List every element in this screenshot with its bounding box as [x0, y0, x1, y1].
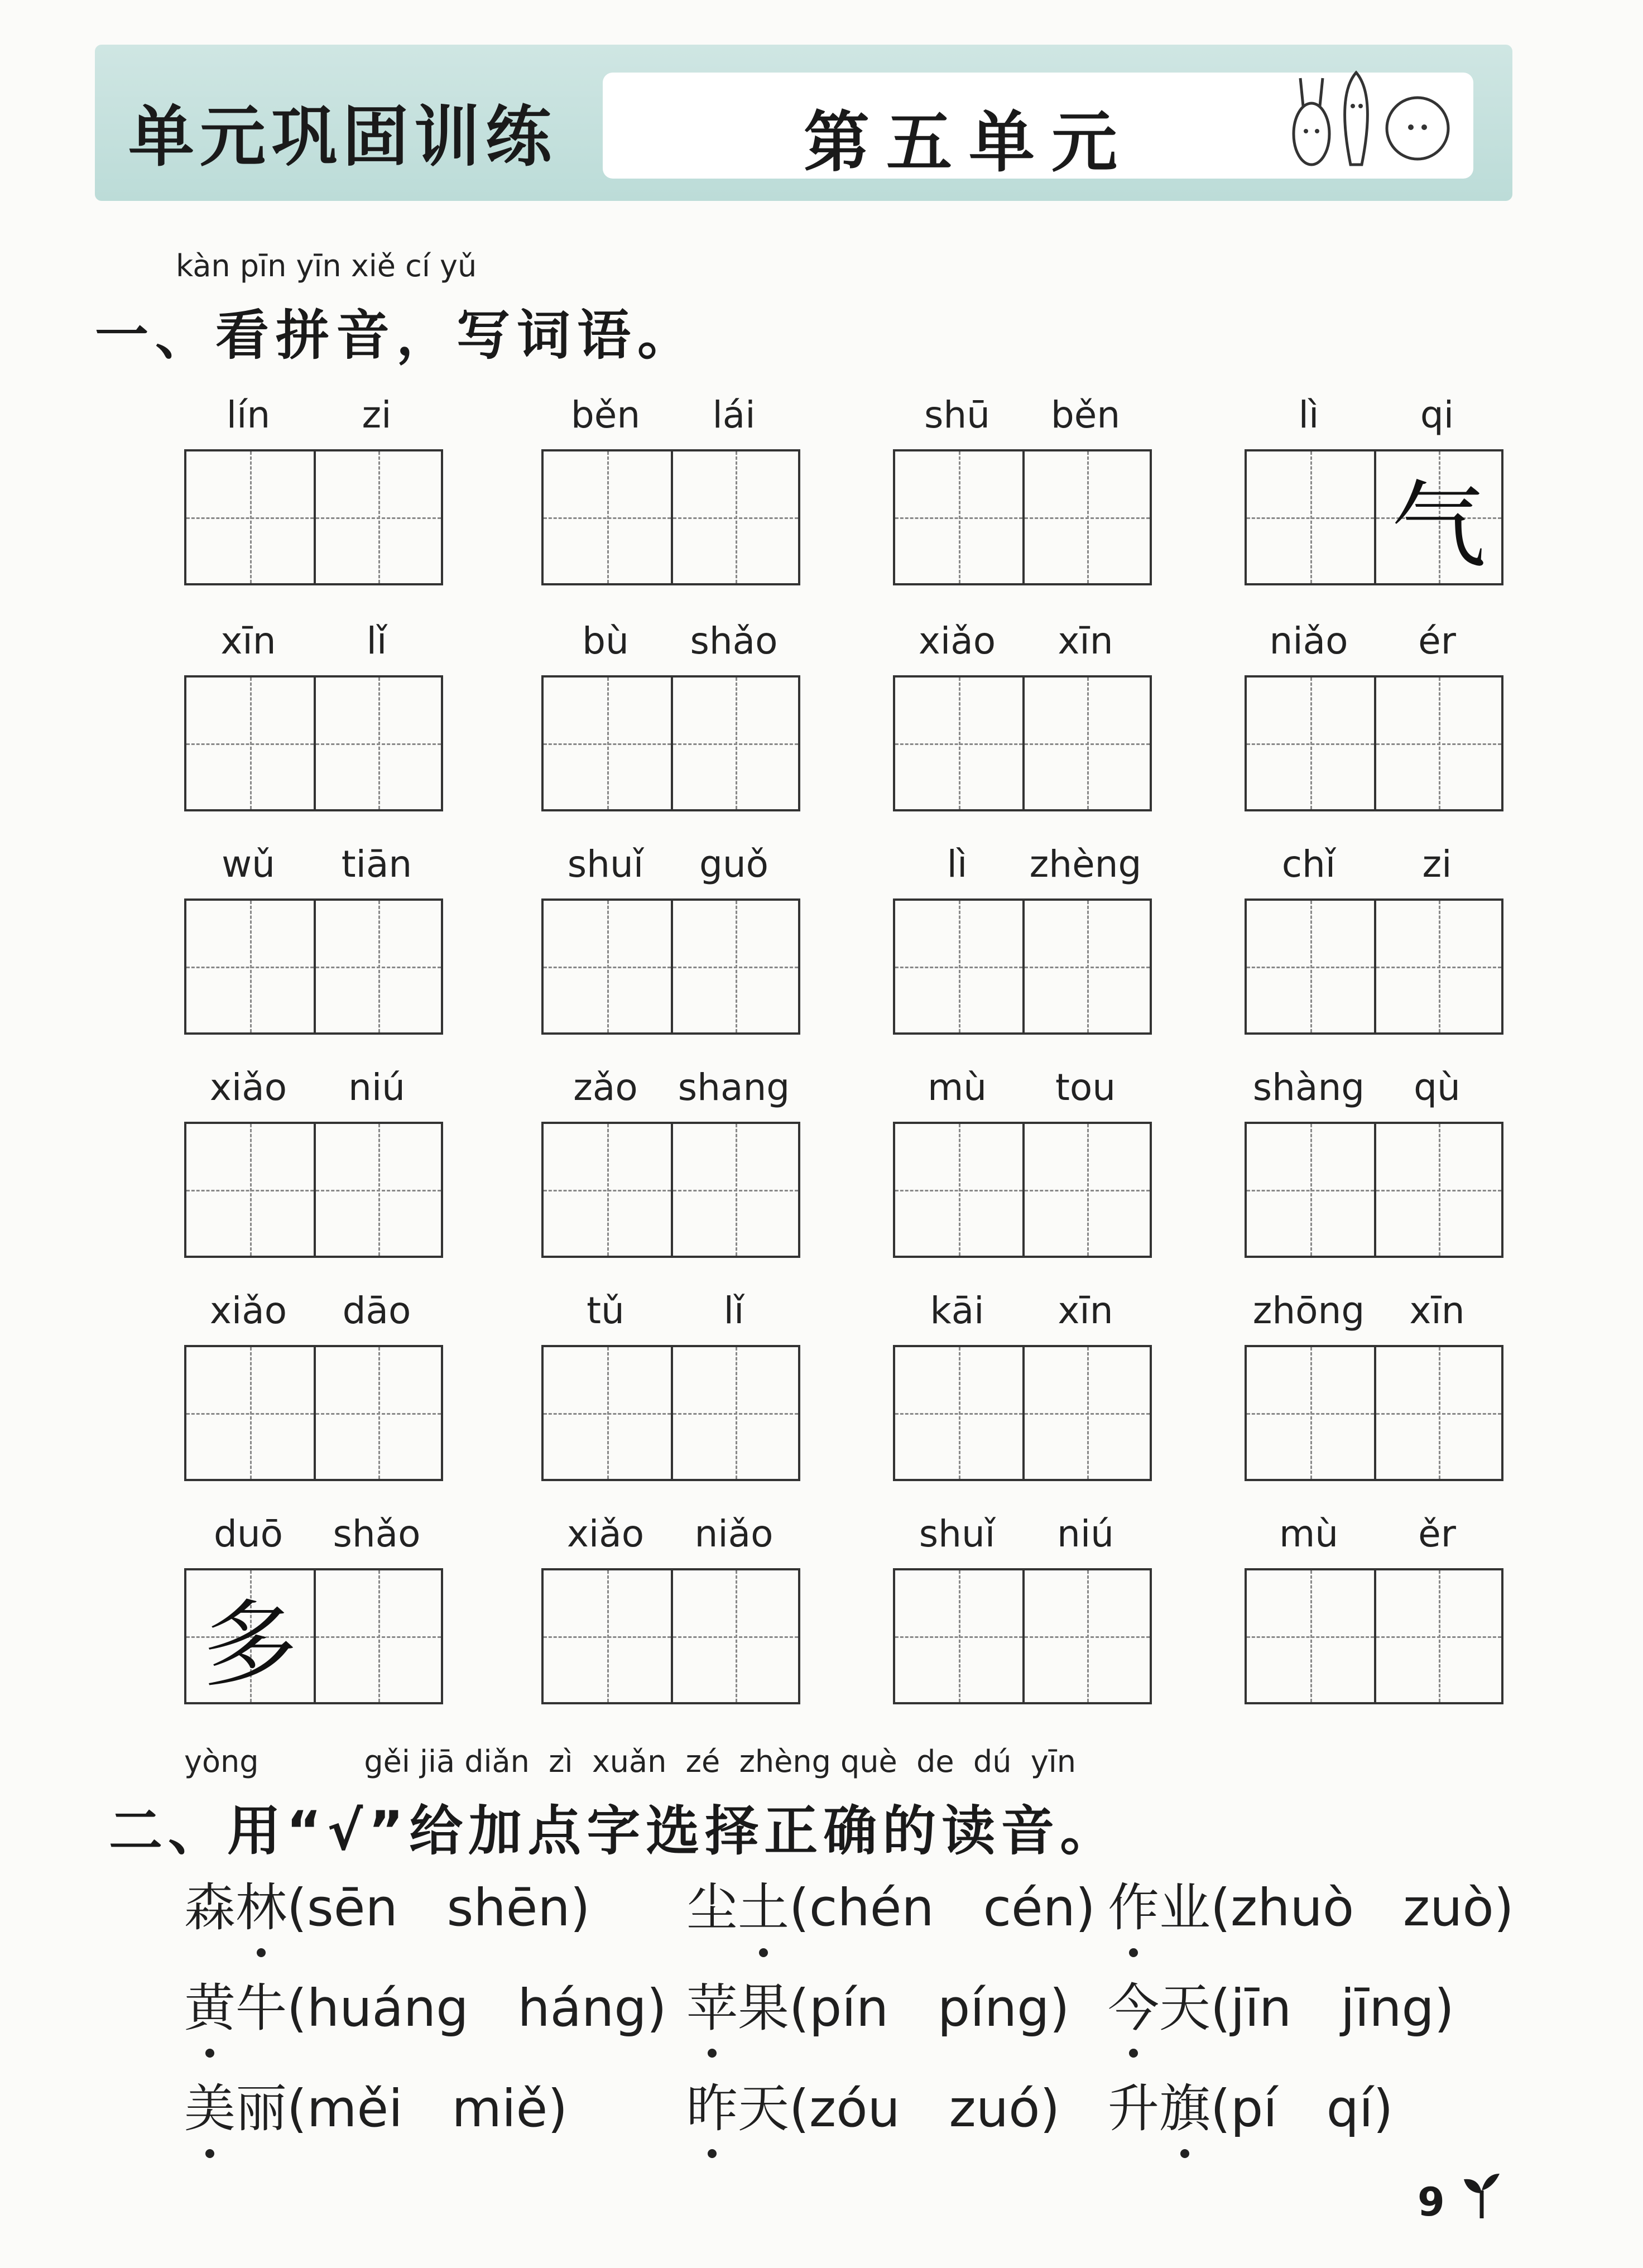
word-item [1245, 1066, 1501, 1284]
pronunciation-item [1108, 1867, 1514, 1940]
emphasis-dot [257, 1948, 266, 1957]
writing-box [541, 449, 800, 585]
pinyin-row [184, 619, 441, 670]
writing-box [184, 1122, 443, 1258]
writing-box [1245, 898, 1503, 1035]
pinyin-syllable: lì [1298, 393, 1319, 436]
mascot-illustration [1289, 61, 1457, 173]
target-word: 作业 [1108, 1867, 1210, 1940]
pinyin-syllable: ér [1418, 619, 1456, 662]
writing-cell[interactable] [1022, 451, 1150, 583]
writing-cell[interactable] [895, 1570, 1022, 1702]
word-item [893, 843, 1150, 1060]
writing-cell[interactable] [544, 1347, 671, 1479]
word-item [1245, 393, 1501, 611]
writing-box [541, 675, 800, 811]
writing-cell[interactable] [895, 1347, 1022, 1479]
pinyin-syllable: bù [582, 619, 629, 662]
pinyin-syllable: dāo [342, 1289, 411, 1332]
pinyin-syllable: xīn [1409, 1289, 1465, 1332]
pinyin-syllable: niǎo [1269, 619, 1348, 662]
emphasis-dot [1180, 2149, 1189, 2158]
writing-cell[interactable] [895, 677, 1022, 809]
pinyin-syllable: ěr [1418, 1512, 1456, 1555]
pronunciation-item [184, 1967, 667, 2041]
writing-box [541, 898, 800, 1035]
pinyin-options[interactable]: (jīn jīng) [1210, 1978, 1454, 2038]
pinyin-syllable: xīn [1058, 619, 1113, 662]
pinyin-row [184, 1512, 441, 1563]
writing-cell[interactable] [186, 451, 314, 583]
word-item [184, 1512, 441, 1730]
pinyin-row [1245, 393, 1501, 444]
word-item [541, 1289, 798, 1507]
writing-cell[interactable] [1247, 1124, 1374, 1256]
writing-cell[interactable] [671, 1124, 798, 1256]
pinyin-syllable: mù [927, 1066, 987, 1109]
page-number: 9 [1418, 2179, 1445, 2225]
word-item [541, 843, 798, 1060]
emphasis-dot [1129, 1948, 1138, 1957]
word-item [184, 619, 441, 837]
pinyin-syllable: zǎo [573, 1066, 638, 1109]
sprout-icon [1459, 2171, 1504, 2221]
pinyin-syllable: shàng [1252, 1066, 1365, 1109]
pinyin-options[interactable]: (pí qí) [1210, 2079, 1394, 2139]
pinyin-syllable: shuǐ [919, 1512, 996, 1555]
word-item [1245, 843, 1501, 1060]
word-item [184, 1289, 441, 1507]
writing-cell[interactable] [671, 1347, 798, 1479]
word-item [893, 1512, 1150, 1730]
pinyin-syllable: lín [226, 393, 271, 436]
writing-box [1245, 1345, 1503, 1481]
pinyin-syllable: lǐ [366, 619, 387, 662]
writing-cell[interactable] [544, 901, 671, 1032]
word-item [184, 393, 441, 611]
pinyin-row [1245, 1512, 1501, 1563]
writing-cell[interactable] [1374, 901, 1501, 1032]
pinyin-row [541, 393, 798, 444]
writing-cell[interactable] [1022, 1570, 1150, 1702]
writing-cell[interactable] [186, 901, 314, 1032]
pinyin-row [541, 1512, 798, 1563]
emphasis-dot [205, 2149, 214, 2158]
pinyin-syllable: zi [362, 393, 392, 436]
pinyin-row [1245, 619, 1501, 670]
writing-box [541, 1568, 800, 1704]
emphasis-dot [708, 2149, 717, 2158]
pinyin-syllable: qù [1414, 1066, 1461, 1109]
target-word: 今天 [1108, 1967, 1210, 2041]
pinyin-row [541, 1066, 798, 1116]
pronunciation-item [686, 2068, 1060, 2141]
pronunciation-item [686, 1967, 1069, 2041]
writing-cell[interactable] [186, 677, 314, 809]
writing-box [1245, 1568, 1503, 1704]
handwritten-character: 气 [1391, 470, 1486, 582]
pinyin-syllable: lái [712, 393, 756, 436]
word-item [541, 1066, 798, 1284]
pinyin-syllable: duō [213, 1512, 284, 1555]
pinyin-row [541, 843, 798, 893]
target-word: 昨天 [686, 2068, 789, 2141]
pinyin-syllable: shuǐ [567, 843, 644, 886]
pinyin-syllable: xiǎo [209, 1289, 287, 1332]
pinyin-syllable: niú [348, 1066, 405, 1109]
pinyin-syllable: shǎo [333, 1512, 421, 1555]
writing-cell[interactable] [1247, 901, 1374, 1032]
word-item [893, 393, 1150, 611]
pinyin-syllable: běn [570, 393, 641, 436]
pinyin-syllable: xiǎo [209, 1066, 287, 1109]
writing-cell[interactable] [1374, 1124, 1501, 1256]
writing-cell[interactable] [1022, 1347, 1150, 1479]
writing-box [184, 449, 443, 585]
writing-cell[interactable] [1022, 901, 1150, 1032]
target-word: 尘土 [686, 1867, 789, 1940]
pinyin-syllable: wǔ [222, 843, 275, 886]
pinyin-syllable: shang [678, 1066, 790, 1109]
writing-box [1245, 449, 1503, 585]
target-word: 黄牛 [184, 1967, 287, 2041]
writing-cell[interactable] [314, 1347, 441, 1479]
pinyin-syllable: xīn [1058, 1289, 1113, 1332]
section-label: 单元巩固训练 [128, 98, 558, 175]
pinyin-row [541, 1289, 798, 1339]
writing-cell[interactable] [314, 677, 441, 809]
writing-cell[interactable] [1374, 677, 1501, 809]
pinyin-syllable: tiān [341, 843, 412, 886]
pinyin-options[interactable]: (zhuò zuò) [1210, 1878, 1514, 1938]
writing-cell[interactable] [1247, 451, 1374, 583]
pinyin-syllable: qi [1420, 393, 1454, 436]
writing-cell[interactable] [1022, 677, 1150, 809]
pinyin-syllable: shǎo [690, 619, 778, 662]
writing-box [1245, 1122, 1503, 1258]
handwritten-character: 多 [202, 1589, 297, 1700]
writing-cell[interactable] [895, 451, 1022, 583]
pronunciation-item [1108, 1967, 1454, 2041]
pinyin-syllable: niǎo [694, 1512, 774, 1555]
pinyin-row [893, 1512, 1150, 1563]
unit-title: 第五单元 [804, 104, 1135, 181]
pinyin-options[interactable]: (pín píng) [789, 1978, 1070, 2038]
pinyin-options[interactable]: (sēn shēn) [287, 1878, 590, 1938]
writing-cell[interactable] [544, 1124, 671, 1256]
word-item [541, 619, 798, 837]
pinyin-options[interactable]: (chén cén) [789, 1878, 1096, 1938]
writing-cell[interactable] [1022, 1124, 1150, 1256]
pinyin-options[interactable]: (měi miě) [287, 2079, 568, 2139]
word-item [1245, 1289, 1501, 1507]
writing-cell[interactable] [671, 901, 798, 1032]
writing-cell[interactable] [544, 677, 671, 809]
writing-cell[interactable] [895, 901, 1022, 1032]
section2-pinyin: yòng gěi jiā diǎn zì xuǎn zé zhèng què de dú yīn [184, 1744, 1076, 1779]
emphasis-dot [708, 2049, 717, 2058]
writing-cell[interactable] [314, 451, 441, 583]
section1-pinyin: kàn pīn yīn xiě cí yǔ [176, 248, 477, 284]
writing-cell[interactable] [1247, 677, 1374, 809]
target-word: 苹果 [686, 1967, 789, 2041]
pinyin-syllable: kāi [930, 1289, 984, 1332]
pinyin-row [541, 619, 798, 670]
pinyin-syllable: zi [1422, 843, 1452, 886]
pinyin-row [893, 619, 1150, 670]
pinyin-syllable: shū [924, 393, 991, 436]
pinyin-syllable: mù [1279, 1512, 1339, 1555]
pinyin-row [893, 393, 1150, 444]
pinyin-options[interactable]: (zóu zuó) [789, 2079, 1060, 2139]
writing-cell[interactable] [895, 1124, 1022, 1256]
writing-cell[interactable] [186, 1124, 314, 1256]
writing-cell[interactable] [671, 1570, 798, 1702]
pinyin-row [184, 393, 441, 444]
pinyin-syllable: zhèng [1029, 843, 1142, 886]
emphasis-dot [205, 2049, 214, 2058]
word-item [184, 1066, 441, 1284]
pinyin-syllable: zhōng [1252, 1289, 1365, 1332]
pinyin-syllable: xiǎo [566, 1512, 645, 1555]
writing-box [184, 1568, 443, 1704]
pinyin-row [1245, 1066, 1501, 1116]
pinyin-syllable: běn [1050, 393, 1121, 436]
writing-box [1245, 675, 1503, 811]
word-item [1245, 1512, 1501, 1730]
writing-cell[interactable] [671, 677, 798, 809]
pinyin-syllable: xiǎo [918, 619, 996, 662]
word-item [541, 1512, 798, 1730]
writing-box [893, 1345, 1152, 1481]
writing-box [541, 1122, 800, 1258]
pronunciation-item [1108, 2068, 1393, 2141]
writing-cell[interactable] [186, 1570, 314, 1702]
section2-title: 二、用“√”给加点字选择正确的读音。 [109, 1800, 1120, 1862]
writing-cell[interactable] [544, 1570, 671, 1702]
writing-cell[interactable] [314, 1124, 441, 1256]
pinyin-syllable: niú [1057, 1512, 1114, 1555]
pinyin-syllable: xīn [220, 619, 276, 662]
pinyin-syllable: chǐ [1281, 843, 1336, 886]
pinyin-row [893, 1066, 1150, 1116]
pinyin-syllable: guǒ [699, 843, 769, 886]
pinyin-row [184, 1289, 441, 1339]
writing-cell[interactable] [671, 451, 798, 583]
writing-box [184, 1345, 443, 1481]
writing-box [893, 898, 1152, 1035]
pronunciation-item [184, 2068, 568, 2141]
pinyin-syllable: lǐ [723, 1289, 744, 1332]
writing-cell[interactable] [314, 901, 441, 1032]
writing-cell[interactable] [186, 1347, 314, 1479]
target-word: 森林 [184, 1867, 287, 1940]
writing-cell[interactable] [314, 1570, 441, 1702]
word-item [893, 619, 1150, 837]
pinyin-row [184, 843, 441, 893]
word-item [893, 1066, 1150, 1284]
writing-box [184, 675, 443, 811]
writing-box [893, 449, 1152, 585]
pinyin-row [1245, 1289, 1501, 1339]
emphasis-dot [1129, 2049, 1138, 2058]
pronunciation-item [184, 1867, 590, 1940]
section1-title: 一、看拼音，写词语。 [95, 304, 698, 367]
pinyin-syllable: tǔ [587, 1289, 624, 1332]
writing-cell[interactable] [1247, 1347, 1374, 1479]
target-word: 美丽 [184, 2068, 287, 2141]
pinyin-row [893, 843, 1150, 893]
writing-box [893, 675, 1152, 811]
pinyin-options[interactable]: (huáng háng) [287, 1978, 667, 2038]
pronunciation-item [686, 1867, 1096, 1940]
pinyin-syllable: lì [947, 843, 968, 886]
pinyin-syllable: tou [1055, 1066, 1116, 1109]
target-word: 升旗 [1108, 2068, 1210, 2141]
writing-cell[interactable] [1374, 451, 1501, 583]
writing-box [541, 1345, 800, 1481]
writing-cell[interactable] [1247, 1570, 1374, 1702]
word-item [184, 843, 441, 1060]
writing-cell[interactable] [1374, 1347, 1501, 1479]
pinyin-row [1245, 843, 1501, 893]
word-item [1245, 619, 1501, 837]
word-item [893, 1289, 1150, 1507]
writing-box [893, 1568, 1152, 1704]
writing-cell[interactable] [544, 451, 671, 583]
writing-cell[interactable] [1374, 1570, 1501, 1702]
emphasis-dot [759, 1948, 768, 1957]
writing-box [184, 898, 443, 1035]
word-item [541, 393, 798, 611]
pinyin-row [893, 1289, 1150, 1339]
writing-box [893, 1122, 1152, 1258]
pinyin-row [184, 1066, 441, 1116]
